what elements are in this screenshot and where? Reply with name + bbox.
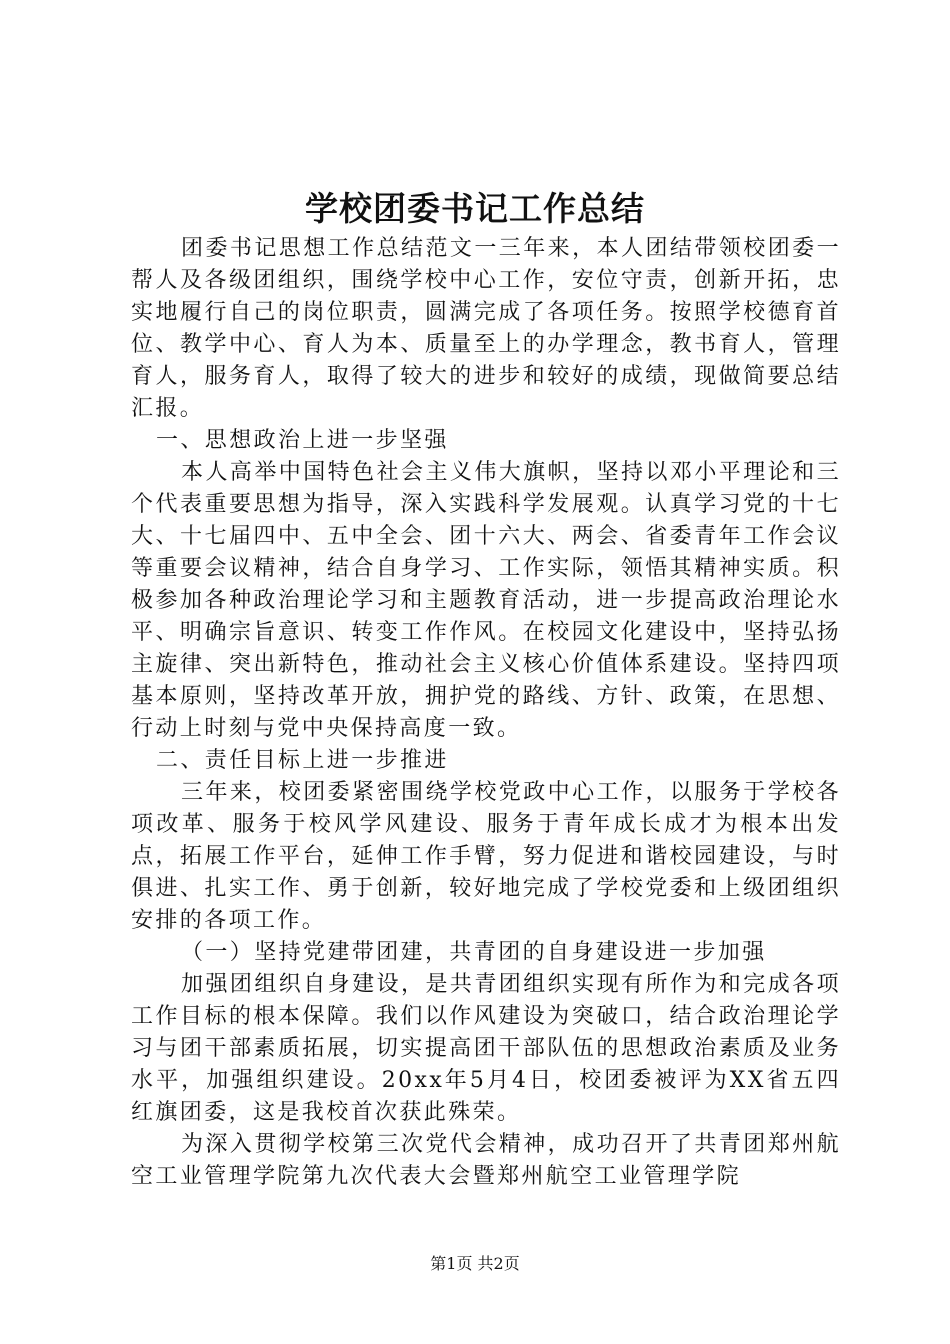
subsection-heading: （一）坚持党建带团建，共青团的自身建设进一步加强 (181, 940, 767, 965)
body-paragraph: 加强团组织自身建设，是共青团组织实现有所作为和完成各项工作目标的根本保障。我们以作风建设为突破口，结合政治理论学习与团干部素质拓展，切实提高团干部队伍的思想政治素质及业务水平，加强组织建设。20xx年5月4日，校团委被评为XX省五四红旗团委，这是我校首次获此殊荣。 (131, 972, 841, 1125)
body-paragraph: 团委书记思想工作总结范文一三年来，本人团结带领校团委一帮人及各级团组织，围绕学校中心工作，安位守责，创新开拓，忠实地履行自己的岗位职责，圆满完成了各项任务。按照学校德育首位、教学中心、育人为本、质量至上的办学理念，教书育人，管理育人，服务育人，取得了较大的进步和较好的成绩，现做简要总结汇报。 (131, 236, 841, 421)
section-heading: 一、思想政治上进一步坚强 (156, 428, 449, 453)
document-title: 学校团委书记工作总结 (305, 189, 645, 228)
body-paragraph: 三年来，校团委紧密围绕学校党政中心工作，以服务于学校各项改革、服务于校风学风建设、服务于青年成长成才为根本出发点，拓展工作平台，延伸工作手臂，努力促进和谐校园建设，与时俱进、扎实工作、勇于创新，较好地完成了学校党委和上级团组织安排的各项工作。 (131, 780, 841, 933)
document-body (131, 233, 841, 1193)
body-paragraph: 本人高举中国特色社会主义伟大旗帜，坚持以邓小平理论和三个代表重要思想为指导，深入实践科学发展观。认真学习党的十七大、十七届四中、五中全会、团十六大、两会、省委青年工作会议等重要会议精神，结合自身学习、工作实际，领悟其精神实质。积极参加各种政治理论学习和主题教育活动，进一步提高政治理论水平、明确宗旨意识、转变工作作风。在校园文化建设中，坚持弘扬主旋律、突出新特色，推动社会主义核心价值体系建设。坚持四项基本原则，坚持改革开放，拥护党的路线、方针、政策，在思想、行动上时刻与党中央保持高度一致。 (131, 460, 841, 741)
body-paragraph: 为深入贯彻学校第三次党代会精神，成功召开了共青团郑州航空工业管理学院第九次代表大会暨郑州航空工业管理学院 (131, 1132, 841, 1189)
section-heading: 二、责任目标上进一步推进 (156, 748, 449, 773)
page-footer: 第1页 共2页 (430, 1254, 520, 1273)
